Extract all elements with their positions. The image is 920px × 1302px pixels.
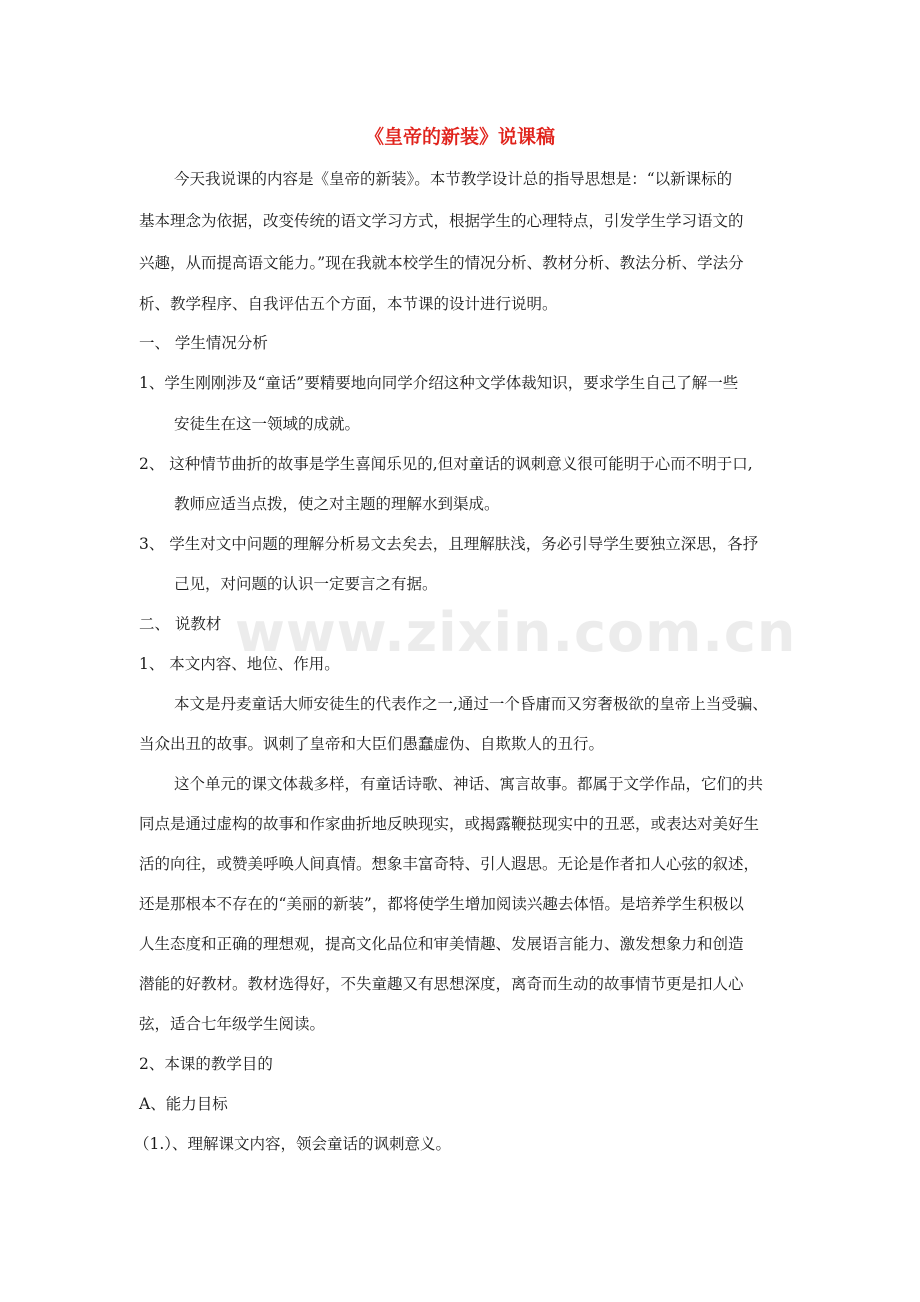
paragraph-line: 今天我说课的内容是《皇帝的新装》。本节教学设计总的指导思想是：“以新课标的 — [174, 170, 733, 188]
list-item-line: 3、 学生对文中问题的理解分析易文去矣去，且理解肤浅，务必引导学生要独立深思，各抒 — [139, 535, 759, 553]
paragraph-line: 活的向往，或赞美呼唤人间真情。想象丰富奇特、引人遐思。无论是作者扣人心弦的叙述， — [139, 855, 760, 873]
list-item-line: 1、学生刚刚涉及“童话”要精要地向同学介绍这种文学体裁知识，要求学生自己了解一些 — [139, 374, 739, 392]
paragraph-line: 还是那根本不存在的“美丽的新装”，都将使学生增加阅读兴趣去体悟。是培养学生积极以 — [139, 895, 744, 913]
paragraph-line: 弦，适合七年级学生阅读。 — [139, 1015, 326, 1033]
subsection-heading: A、能力目标 — [139, 1095, 228, 1113]
list-item-line: 己见，对问题的认识一定要言之有据。 — [174, 575, 438, 593]
paragraph-line: 基本理念为依据，改变传统的语文学习方式，根据学生的心理特点，引发学生学习语文的 — [139, 212, 744, 230]
section-heading: 一、 学生情况分析 — [139, 334, 268, 352]
list-item-line: 安徒生在这一领域的成就。 — [174, 415, 361, 433]
paragraph-line: 析、教学程序、自我评估五个方面，本节课的设计进行说明。 — [139, 295, 558, 313]
paragraph-line: 本文是丹麦童话大师安徒生的代表作之一,通过一个昏庸而又穷奢极欲的皇帝上当受骗、 — [174, 695, 768, 713]
list-item-line: 2、 这种情节曲折的故事是学生喜闻乐见的,但对童话的讽刺意义很可能明于心而不明于口, — [139, 455, 753, 473]
paragraph-line: 当众出丑的故事。讽刺了皇帝和大臣们愚蠢虚伪、自欺欺人的丑行。 — [139, 735, 605, 753]
watermark: www.zixin.com.cn — [235, 601, 797, 664]
list-item-line: （1.）、理解课文内容，领会童话的讽刺意义。 — [134, 1135, 452, 1153]
paragraph-line: 兴趣，从而提高语文能力。”现在我就本校学生的情况分析、教材分析、教法分析、学法分 — [139, 254, 744, 272]
list-item-line: 教师应适当点拨，使之对主题的理解水到渠成。 — [174, 495, 500, 513]
subsection-heading: 2、本课的教学目的 — [139, 1055, 273, 1073]
paragraph-line: 人生态度和正确的理想观，提高文化品位和审美情趣、发展语言能力、激发想象力和创造 — [139, 935, 744, 953]
subsection-heading: 1、 本文内容、地位、作用。 — [139, 655, 340, 673]
section-heading: 二、 说教材 — [139, 615, 222, 633]
paragraph-line: 同点是通过虚构的故事和作家曲折地反映现实，或揭露鞭挞现实中的丑恶，或表达对美好生 — [139, 815, 760, 833]
paragraph-line: 潜能的好教材。教材选得好，不失童趣又有思想深度，离奇而生动的故事情节更是扣人心 — [139, 975, 744, 993]
document-title: 《皇帝的新装》说课稿 — [364, 126, 555, 148]
paragraph-line: 这个单元的课文体裁多样，有童话诗歌、神话、寓言故事。都属于文学作品，它们的共 — [174, 775, 764, 793]
